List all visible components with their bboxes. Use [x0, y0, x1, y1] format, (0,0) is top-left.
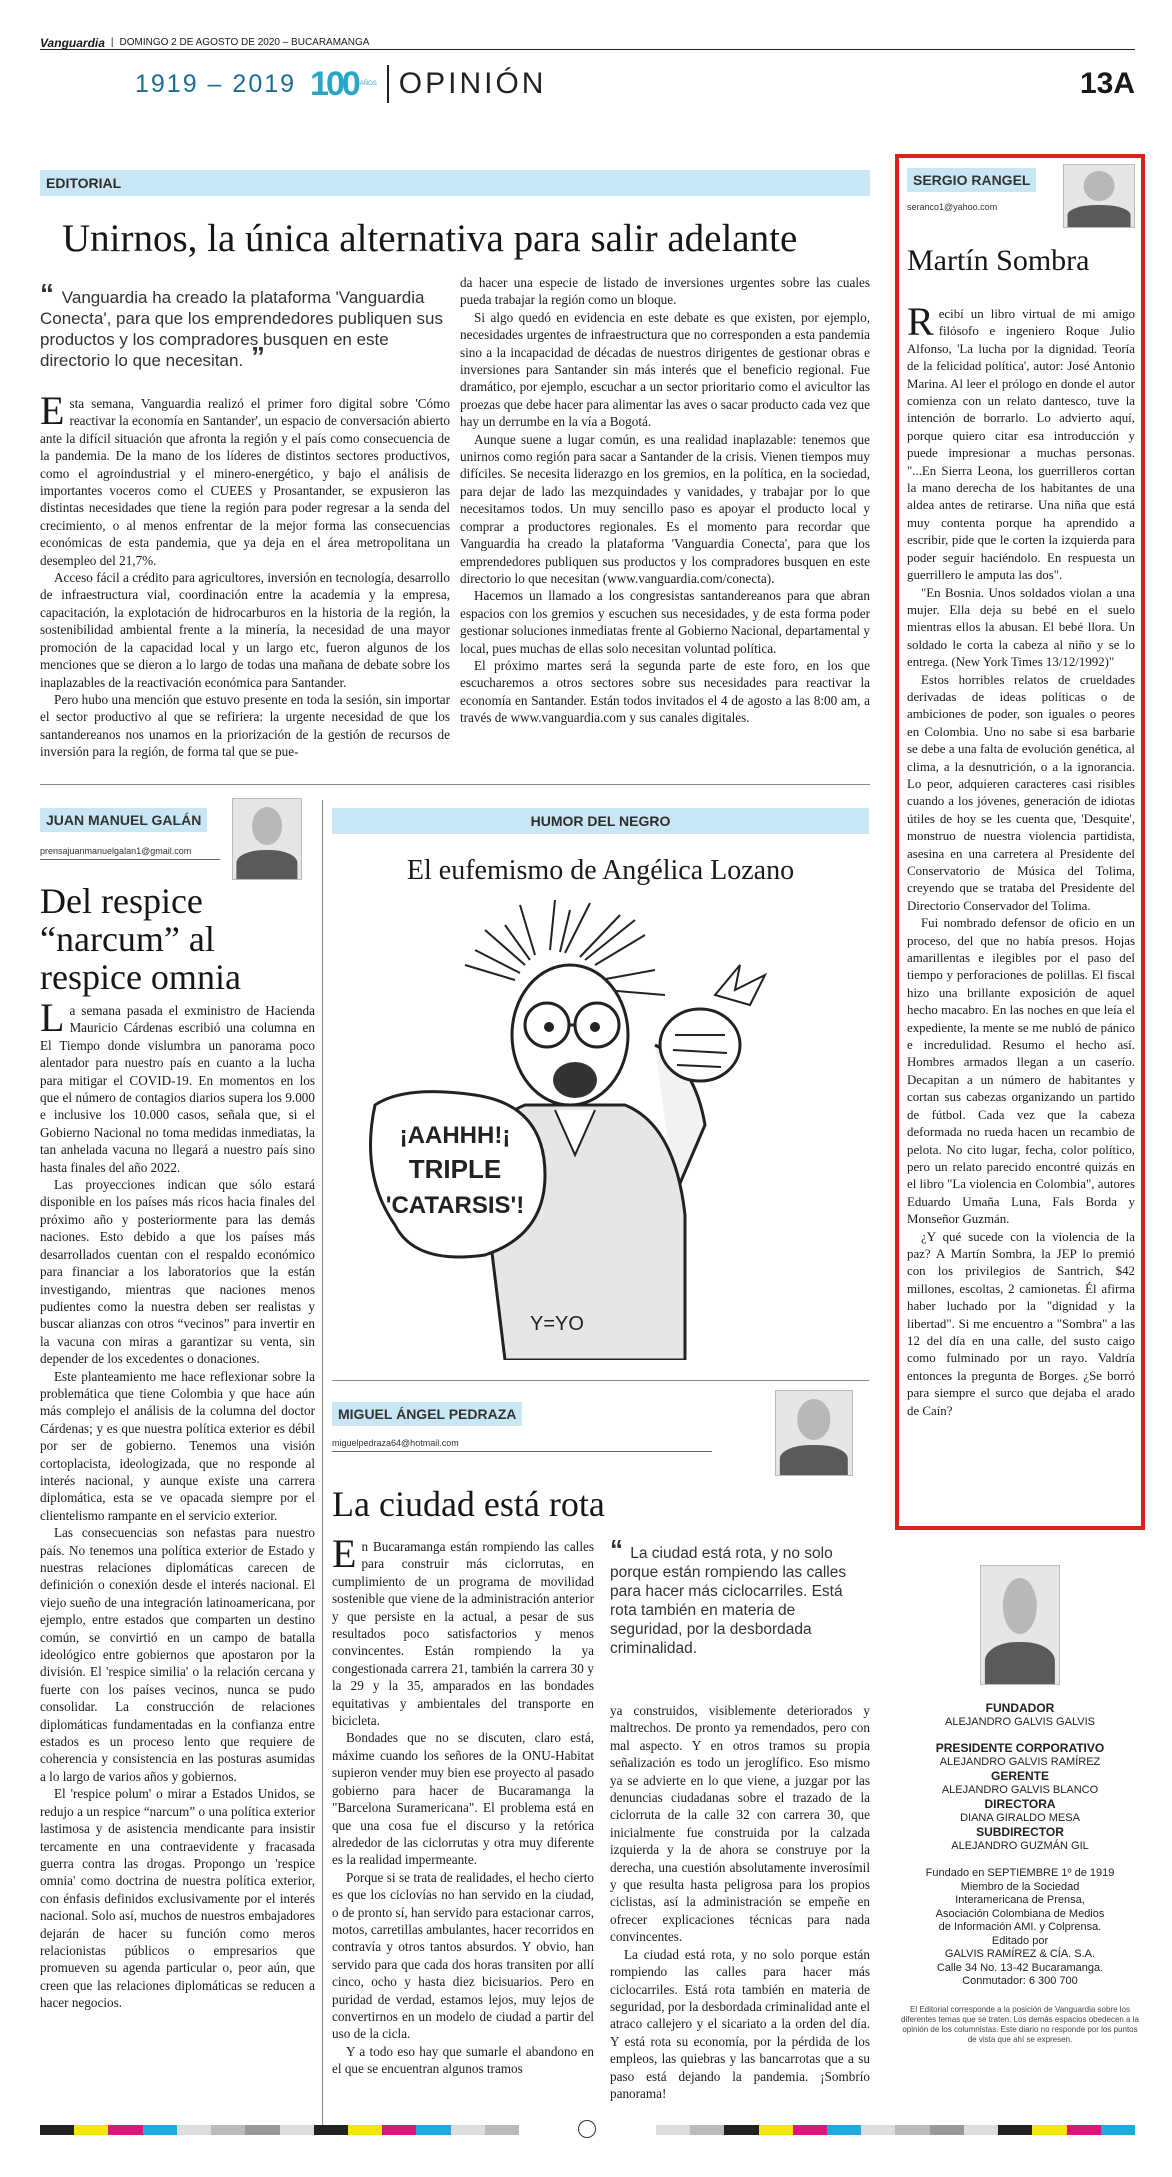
pedraza-pull-quote [610, 1534, 870, 1658]
paragraph: Estos horribles relatos de crueldades derivadas de ideas políticas o de ambiciones de poder, son iguales o peores en Colombia. Uno no sabe si esa barbarie se debe a una falta de evolución genética, al clima, a la desnutrición, o a la ignorancia. Lo peor, adquieren caracteres casi risibles cuando a los jóvenes, generación de idiotas útiles de hoy se les cuenta que, 'Desquite', monstruo de nuestra violencia partidista, asesina en una carretera al Presidente del Conservatorio de Música del Tolima, creyendo que se trataba del Presidente del Directorio Conservador del Tolima. [907, 672, 1135, 913]
publisher-line: Asociación Colombiana de Medios [935, 1907, 1105, 1920]
publisher-line: Miembro de la Sociedad [960, 1880, 1080, 1893]
bubble-line-3: 'CATARSIS'! [385, 1192, 525, 1219]
rangel-body [907, 299, 1135, 1420]
author-email: seranco1@yahoo.com [907, 202, 998, 212]
credit-name: ALEJANDRO GALVIS RAMÍREZ [939, 1756, 1101, 1768]
editorial-label: EDITORIAL [46, 175, 122, 191]
paragraph: El 'respice polum' o mirar a Estados Unidos, se redujo a un respice “narcum” o una política exterior lastimosa y de asistencia mendicante para insistir tercamente en una contraevidente y fracasada guerra contra las drogas. Propongo un 'respice omnia' como doctrina de nuestra política exterior, con énfasis definidos exclusivamente por el interés nacional. Solo así, muchos de nuestros embajadores dejarán de hacer su función como meros relacionistas públicos o empresarios que promueven su agenda particular o, peor aún, que creen que las relaciones diplomáticas se reducen a hacer negocios. [40, 1786, 315, 2011]
editorial-column-1 [40, 388, 450, 761]
registration-mark-icon [578, 2120, 596, 2138]
humor-label-bar [332, 808, 869, 834]
credit-role: FUNDADOR [985, 1701, 1055, 1715]
galan-body [40, 995, 315, 2012]
divider-bar: | [110, 37, 114, 48]
publisher-line: Editado por [991, 1934, 1049, 1947]
paragraph: Recibí un libro virtual de mi amigo filósofo e ingeniero Roque Julio Alfonso, 'La lucha por la dignidad. Teoría de la felicidad política', autor: José Antonio Marina. Al leer el prólogo en donde el autor comienza con un relato dantesco, tuve la intención de borrarlo. Lo advierto aquí, porque quiero citar esa introducción y puede impresionar a muchas personas. "...En Sierra Leona, los guerrilleros cortan la mano derecha de los habitantes de una aldea antes de retirarse. Una niña que está muy contenta porque ha aprendido a escribir, pide que le corten la izquierda para poder seguir haciéndolo. En respuesta un guerrillero le amputa las dos". [907, 299, 1135, 583]
pedraza-column-1 [332, 1531, 594, 2078]
cartoon-title: El eufemismo de Angélica Lozano [406, 855, 795, 886]
paragraph: ya construidos, visiblemente deteriorados y maltrechos. De pronto ya remendados, pero con mal aspecto. Y en otros tramos su propia señalización es todo un jeroglífico. Eso mismo ya se advierte en lo que viene, a juzgar por las denuncias ciudadanas sobre el trazado de la ciclorruta de la calle 32 con carrera 30, que inicialmente fue construida por la calzada izquierda y la de ahora se construye por la derecha, una cuestión absolutamente inverosímil y que resulta hasta peligrosa para los propios ciclistas, así la administración se empeñe en ofrecer explicaciones técnicas para nada convincentes. [610, 1703, 870, 1945]
divider [40, 859, 220, 860]
author-photo [775, 1390, 853, 1476]
divider [332, 1451, 712, 1452]
publisher-line: GALVIS RAMÍREZ & CÍA. S.A. [944, 1948, 1096, 1960]
credit-role: GERENTE [990, 1769, 1049, 1783]
credits-box [897, 1695, 1143, 2045]
editorial-column-2 [460, 274, 870, 727]
paragraph: Y a todo eso hay que sumarle el abandono en el que se encuentran algunos tramos [332, 2043, 594, 2077]
newspaper-logo: Vanguardia [40, 35, 105, 50]
publisher-line: Fundado en SEPTIEMBRE 1º de 1919 [925, 1867, 1115, 1879]
credit-role: DIRECTORA [984, 1797, 1056, 1811]
paragraph: Las consecuencias son nefastas para nuestro país. No tenemos una política exterior de Estado y nuestras relaciones diplomáticas carecen de definición o conexión desde el interés nacional. El viejo sueño de una integración latinoamericana, por ejemplo, entre estados que comparten un destino común, se convirtió en un campo de batalla ideológico entre gobiernos que apostaron por la división. El 'respice similia' o la relación cercana y fuerte con los países vecinos, nunca se pudo consolidar. La construcción de relaciones diplomáticas fundamentadas en la confianza entre estados es un proceso lento que requiere de coherencia y consistencia en las posturas asumidas a lo largo de varios años y gobiernos. [40, 1525, 315, 1784]
paragraph: Las proyecciones indican que sólo estará disponible en los países más ricos hacia finales del próximo año y posteriormente para las demás naciones. Esto debido a que los países más desarrollados cuentan con el respaldo económico para financiar a los laboratorios que la están investigando, mientras que naciones menos pudientes como la nuestra deben ser realistas y buscar alianzas con otros “vecinos” para invertir en la vacuna con miras a garantizar su venta, sin depender de los excedentes o donaciones. [40, 1177, 315, 1367]
quote-close-icon: ” [243, 341, 265, 372]
anniversary-logo: 100 [310, 64, 358, 103]
paragraph: La ciudad está rota, y no solo porque están rompiendo las calles para hacer más ciclocarriles. Está rota también en materia de seguridad, por la desbordada criminalidad ante el atraco callejero y el sicariato a la orden del día. Y está rota su economía, por la pérdida de los empleos, las quiebras y las bancarrotas que a su paso está dejando la pandemia. ¡Sombrío panorama! [610, 1946, 870, 2101]
divider [322, 800, 323, 2130]
paragraph: En Bucaramanga están rompiendo las calles para construir más ciclorrutas, en cumplimiento de un programa de movilidad sostenible que viene de la administración anterior y que persiste en la actual, a pesar de sus resultados poco satisfactorios y menos convincentes. Están rompiendo la ya congestionada carrera 21, también la carrera 30 y la 29 y la 35, amparados en las bondades equitativas y ambientales del transporte en bicicleta. [332, 1531, 594, 1729]
header-divider [387, 65, 389, 103]
edition-date: DOMINGO 2 DE AGOSTO DE 2020 – BUCARAMANGA [119, 37, 370, 48]
publisher-line: Calle 34 No. 13-42 Bucaramanga. [936, 1961, 1104, 1974]
quote-open-icon: “ [610, 1534, 631, 1564]
credit-role: PRESIDENTE CORPORATIVO [935, 1741, 1105, 1755]
credit-role: SUBDIRECTOR [976, 1825, 1064, 1839]
paragraph: Hacemos un llamado a los congresistas santandereanos para que abran espacios con los gremios y escuchen sus necesidades, y de esta forma poder gestionar soluciones inmediatas frente al Gobierno Nacional, departamental y local, pues muchas de ellas solo necesitan voluntad política. [460, 588, 870, 656]
divider [332, 1380, 869, 1381]
anniversary-small-label: AÑOS [359, 81, 377, 87]
paragraph: La semana pasada el exministro de Hacienda Mauricio Cárdenas escribió una columna en El Tiempo donde vislumbra un panorama poco alentador para nuestro país en cuanto a la lucha para mitigar el COVID-19. En momentos en los que el número de contagios diarios supera los 9.000 e inclusive los 10.000 casos, señala que, si el Gobierno Nacional no toma medidas inmediatas, la tan anhelada vacuna no llegará a nuestro país sino hasta finales del año 2022. [40, 995, 315, 1175]
pull-quote-text: Vanguardia ha creado la plataforma 'Vanguardia Conecta', para que los emprendedores publiquen sus productos y los compradores busquen en este directorio lo que necesitan. [40, 288, 444, 370]
author-name: SERGIO RANGEL [907, 168, 1036, 192]
author-email: miguelpedraza64@hotmail.com [332, 1438, 459, 1448]
publisher-info [897, 1867, 1143, 1989]
author-photo [1063, 164, 1135, 228]
rangel-header [907, 168, 1036, 212]
credit-name: ALEJANDRO GUZMÁN GIL [951, 1840, 1089, 1852]
rangel-title: Martín Sombra [907, 244, 1090, 277]
humor-section-label: HUMOR DEL NEGRO [530, 813, 671, 829]
credit-name: DIANA GIRALDO MESA [960, 1812, 1080, 1824]
paragraph: ¿Y qué sucede con la violencia de la paz? A Martín Sombra, la JEP lo premió con los privilegios de Santrich, $42 millones, escoltas, 2 camionetas. Él afirma haber luchado por la "dignidad y la libertad". Si me encuentro a "Sombra" a las 12 del día en una calle, del susto caigo como fulminado por un rayo. Valdría entonces la pregunta de Borges. ¿Se borró para siempre el surco que dejaba el arado de Caín? [907, 1229, 1135, 1418]
divider [40, 784, 870, 785]
cartoon-small-text: Y=YO [530, 1313, 584, 1335]
paragraph: Si algo quedó en evidencia en este debate es que existen, por ejemplo, necesidades urgentes de infraestructura que no corresponden a esta pandemia sino a la incapacidad de décadas de nuestros dirigentes de gestionar obras e inversiones para Santander sin más interés que el beneficio regional. Fue dramático, por ejemplo, escuchar a un sector prioritario como el avicultor las proezas que debe hacer para alimentar las aves o sacar producto cada vez que hay un derrumbe en la vía a Bogotá. [460, 309, 870, 430]
paragraph: Esta semana, Vanguardia realizó el primer foro digital sobre 'Cómo reactivar la economía en Santander', un espacio de conversación abierto ante la difícil situación que afronta la región y el país como consecuencia de la pandemia. De la mano de los líderes de distintos sectores productivos, como el agroindustrial y el minero-energético, y bajo el análisis de importantes voceros como el CUEES y Prosantander, se expusieron las distintas necesidades que tiene la región para poder regresar a la senda del crecimiento, o al menos enfrentar de la mejor forma las consecuencias económicas de esta pandemia, que ya deja en el área metropolitana un desempleo del 21,7%. [40, 388, 450, 568]
paragraph: da hacer una especie de listado de inversiones urgentes sobre las cuales pueda trabajar la región como un bloque. [460, 275, 870, 308]
pedraza-title: La ciudad está rota [332, 1484, 605, 1524]
paragraph: Bondades que no se discuten, claro está, máxime cuando los señores de la ONU-Habitat supieron vender muy bien ese proyecto al pasado gobierno para hacer de Bucaramanga la "Barcelona Suramericana". El problema está en que una cosa fue el discurso y la retórica alrededor de las ciclorrutas y otra muy diferente es la realidad impermeante. [332, 1730, 594, 1868]
paragraph: Este planteamiento me hace reflexionar sobre la problemática que tiene Colombia y que hace aún más complejo el análisis de la columna del doctor Cárdenas; y es que nuestra política exterior es débil por ser de gobierno. Tenemos una visión cortoplacista, ideologizada, que no responde al interés nacional, y aunque existe una carrera diplomática, esta se ve opacada siempre por el clientelismo rampante en el servicio exterior. [40, 1368, 315, 1523]
author-name: JUAN MANUEL GALÁN [40, 808, 207, 832]
disclaimer: El Editorial corresponde a la posición de Vanguardia sobre los diferentes temas que se traten. Los demás espacios obedecen a la opinión de los columnistas. Este diario no responde por los puntos de vista que ahí se expresen. [901, 2004, 1139, 2044]
pull-quote-text: La ciudad está rota, y no solo porque están rompiendo las calles para hacer más ciclocarriles. Está rota también en materia de seguridad, por la desbordada criminalidad. [610, 1545, 847, 1657]
editorial-pull-quote [40, 278, 450, 372]
paragraph: Pero hubo una mención que estuvo presente en toda la sesión, sin importar el sector productivo al que se refiriera: la urgente necesidad de que los santandereanos nos unamos en la priorización de la gestión de recursos de inversión para la región, de forma tal que se pue- [40, 691, 450, 760]
credit-name: ALEJANDRO GALVIS GALVIS [945, 1716, 1095, 1728]
credit-name: ALEJANDRO GALVIS BLANCO [941, 1784, 1099, 1796]
sidebar-column [895, 154, 1145, 1530]
pedraza-column-2 [610, 1702, 870, 2102]
publisher-line: Conmutador: 6 300 700 [962, 1975, 1078, 1987]
humor-label [332, 808, 869, 834]
founder-photo [980, 1565, 1060, 1685]
quote-open-icon: “ [40, 278, 62, 309]
section-title: OPINIÓN [398, 67, 547, 100]
section-header [135, 62, 1135, 106]
author-name: MIGUEL ÁNGEL PEDRAZA [332, 1402, 522, 1426]
paragraph: "En Bosnia. Unos soldados violan a una mujer. Ella deja su bebé en el suelo mientras ellos la abusan. El bebé llora. Un soldado le corta la cabeza al niño y se lo entrega. (New York Times 13/12/1992)" [907, 585, 1135, 670]
paragraph: Fui nombrado defensor de oficio en un proceso, del que no había presos. Hojas amarillentas e ilegibles por el paso del tiempo y perforaciones de polillas. El fiscal hizo una brillante exposición de aquel hecho macabro. En las noches en que leía el expediente, la mente se me nubló de pánico e incredulidad. Resumo el hecho así. Hombres armados llegan a un caserío. Decapitan a un número de habitantes y cortan sus cabezas organizando un partido de fútbol. Cada vez que la cabeza deformada no rueda hacen un recambio de pelota. No cito lugar, fecha, color político, pero un relato parecido encontré quizás en el libro "La violencia en Colombia", autores Eduardo Umaña Luna, Fals Borda y Monseñor Guzmán. [907, 916, 1135, 1227]
publisher-line: Interamericana de Prensa, [955, 1894, 1085, 1906]
editorial-label-bar [40, 170, 870, 196]
editorial-title: Unirnos, la única alternativa para salir adelante [62, 217, 798, 260]
page-number: 13A [1079, 67, 1135, 100]
cartoon-illustration [355, 895, 855, 1360]
author-photo [232, 798, 302, 880]
author-email: prensajuanmanuelgalan1@gmail.com [40, 846, 192, 856]
anniversary-years: 1919 – 2019 [135, 69, 297, 98]
bubble-line-1: ¡AAHHH!¡ [399, 1122, 511, 1149]
paragraph: Porque si se trata de realidades, el hecho cierto es que los ciclovías no han servido en la ciudad, o de pronto sí, han servido para estacionar carros, motos, carretillas ambulantes, hacer recorridos en contravía y otros tantos absurdos. Y obvio, han servido para que cada dos horas transiten por allí cinco, ocho y hasta diez bicisuarios. Pero en puridad de verdad, estamos lejos, muy lejos de convertirnos en un modelo de ciudad a partir del uso de la cicla. [332, 1869, 594, 2042]
paragraph: El próximo martes será la segunda parte de este foro, en los que escucharemos a otros sectores sobre sus necesidades para reactivar la economía en Santander. Están todos invitados el 4 de agosto a las 8:00 am, a través de www.vanguardia.com y sus canales digitales. [460, 657, 870, 726]
galan-title: Del respice “narcum” al respice omnia [40, 881, 241, 997]
editorial [40, 170, 870, 760]
bubble-line-2: TRIPLE [408, 1154, 502, 1184]
publisher-line: de Información AMI. y Colprensa. [938, 1921, 1102, 1933]
paragraph: Acceso fácil a crédito para agricultores, inversión en tecnología, desarrollo de infraestructura vial, coordinación entre la academia y la empresa, capacitación, la explotación de hidrocarburos en la historia de la región, la sostenibilidad ambiental frente a la minería, la necesidad de una mayor promoción de la capacidad local y un largo etc, fueron algunos de los menciones que se dieron a lo largo de todas una mañana de debate sobre los inaplazables de la reactivación económica para Santander. [40, 570, 450, 690]
paragraph: Aunque suene a lugar común, es una realidad inaplazable: tenemos que unirnos como región para sacar a Santander de la crisis. Vienen tiempos muy difíciles. Se necesita liderazgo en los gremios, en la política, en la sociedad, para dejar de lado las mezquindades y vanidades, y trabajar por lo que necesitamos todos. Un muy sencillo paso es apoyar el producto local y comprar a productores regionales. Es el momento para recordar que Vanguardia ha creado la plataforma 'Vanguardia Conecta', para que los emprendedores publiquen sus productos y los compradores busquen en este directorio lo que necesitan (www.vanguardia.com/conecta). [460, 431, 870, 586]
masthead [40, 36, 1135, 50]
